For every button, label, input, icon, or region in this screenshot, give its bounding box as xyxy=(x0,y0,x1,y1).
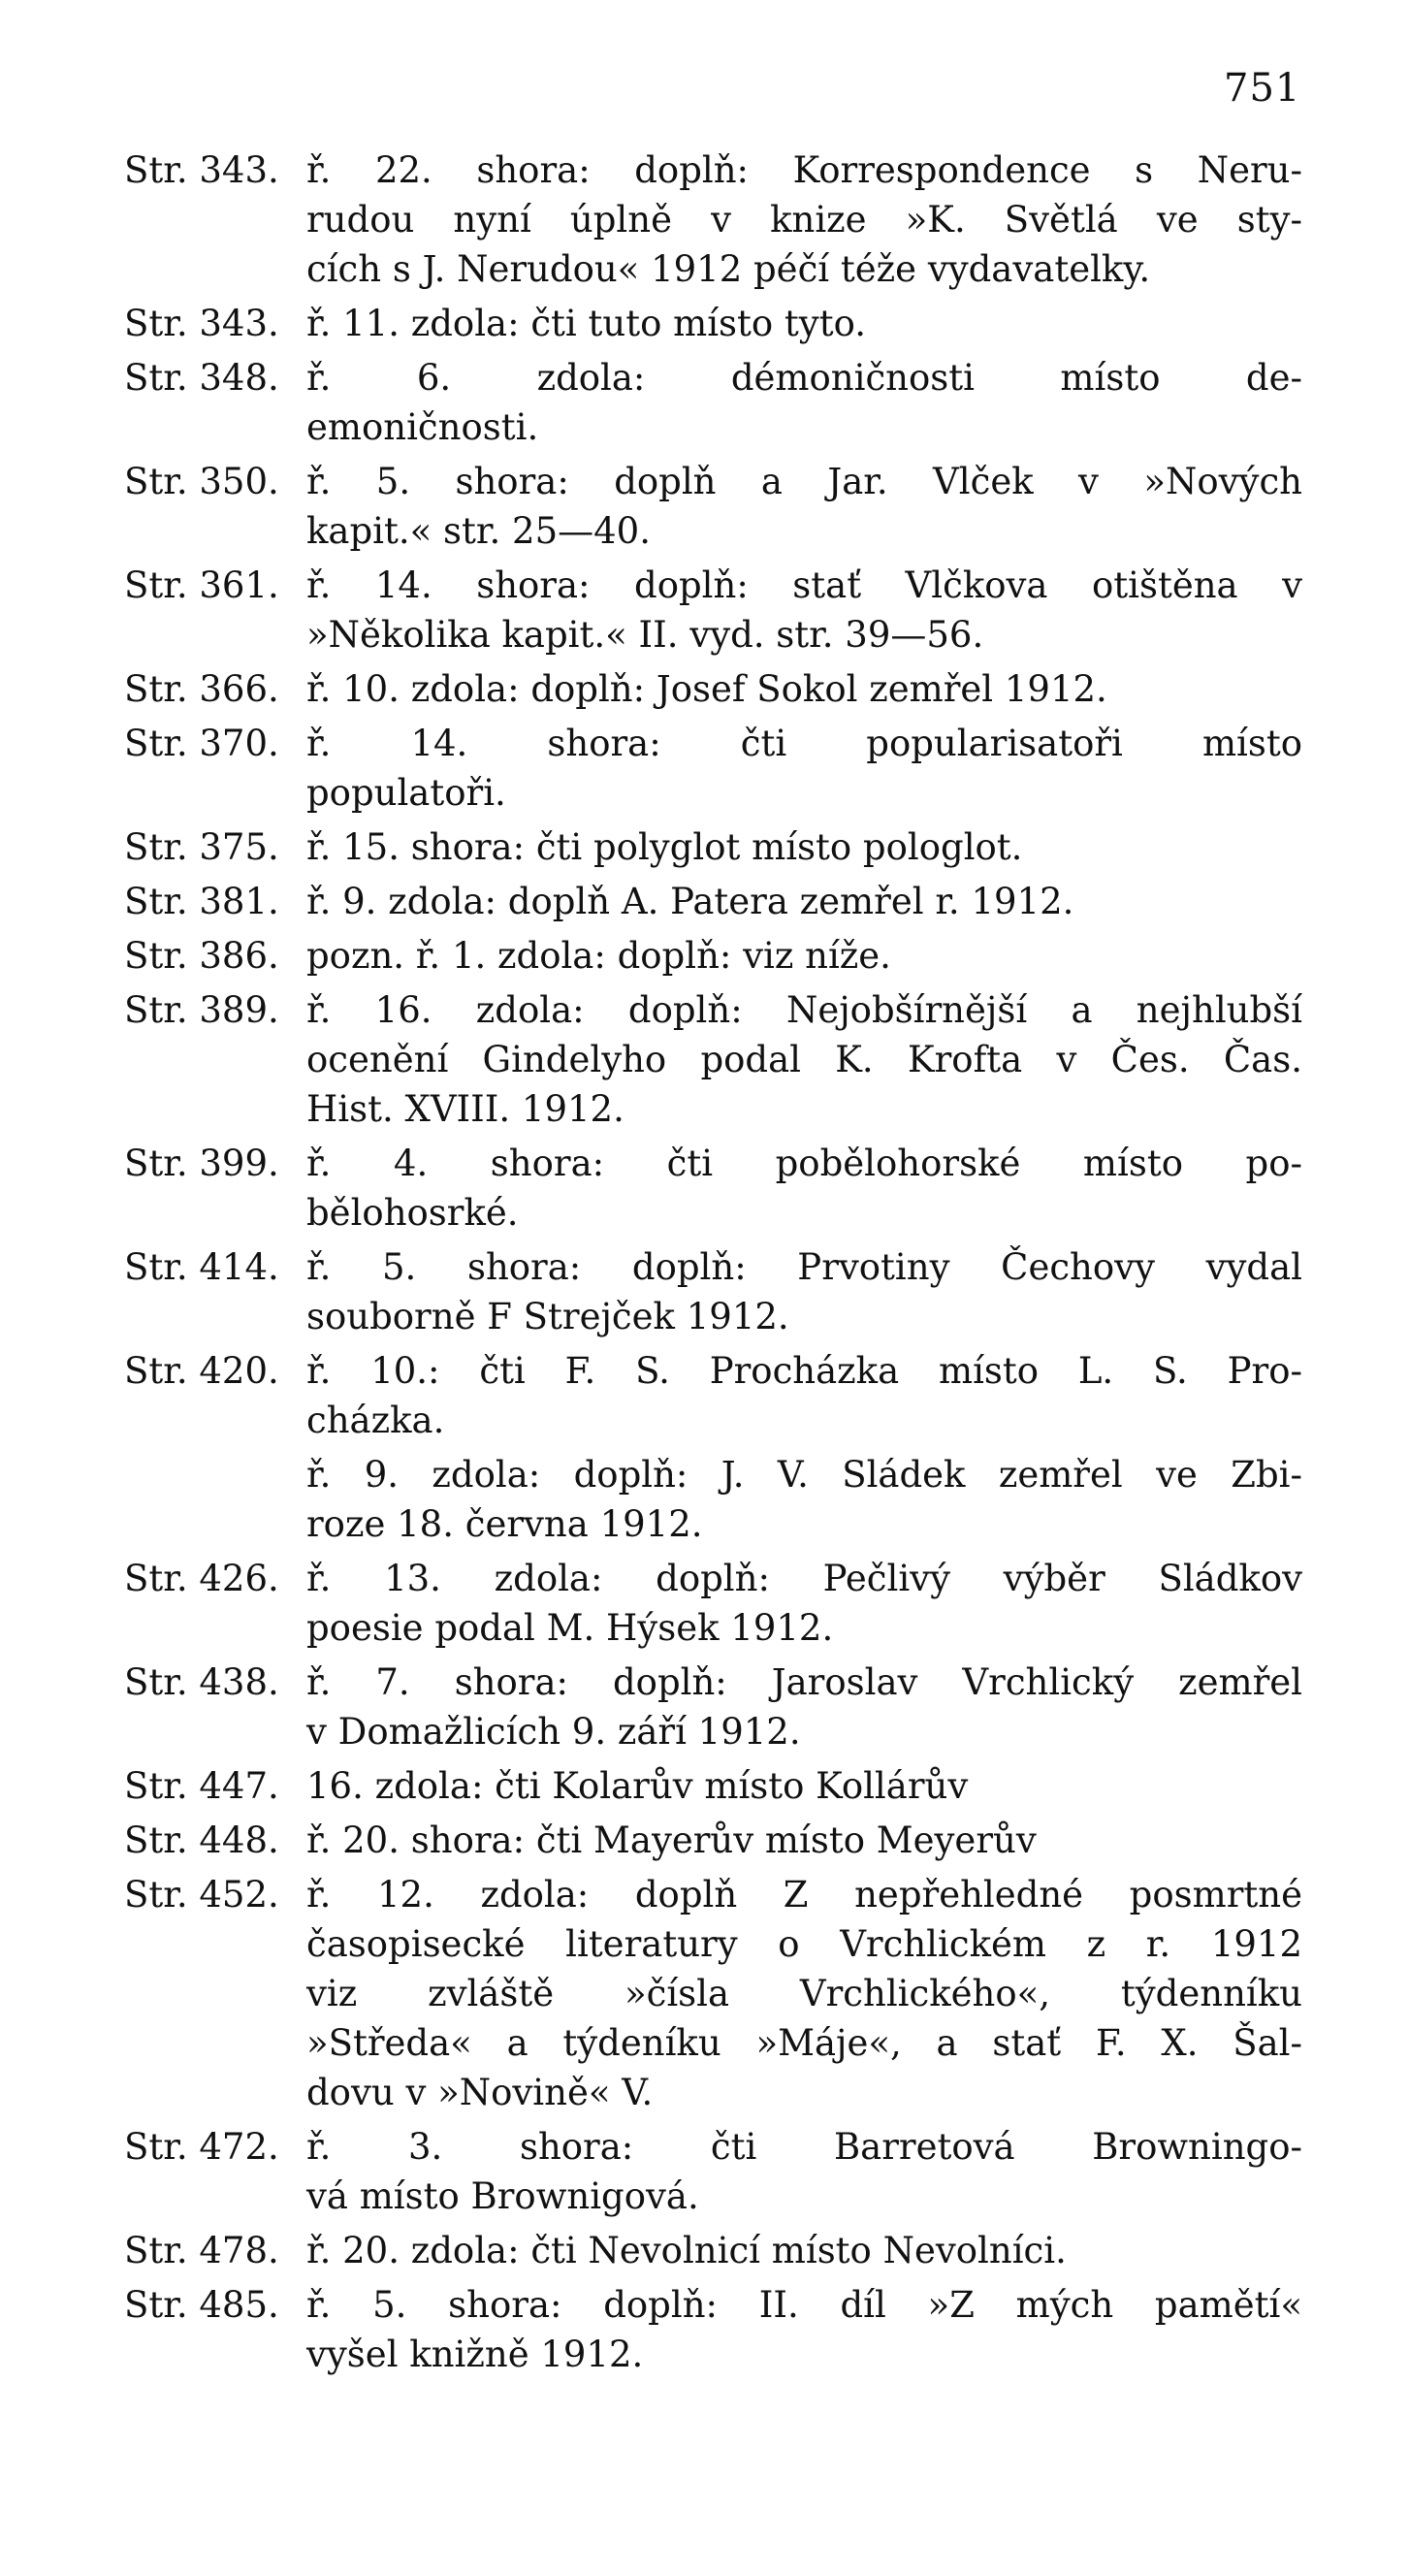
text-line: ř. 15. shora: čti polyglot místo pologlot. xyxy=(306,826,1023,868)
errata-entry xyxy=(124,1554,1302,1653)
errata-entry xyxy=(124,1816,1302,1865)
errata-entry xyxy=(124,822,1302,872)
text-line: kapit.« str. 25—40. xyxy=(306,510,651,552)
text-line: ř. 7. shora: doplň: Jaroslav Vrchlický zemřel xyxy=(306,1661,1302,1703)
errata-entry xyxy=(124,1761,1302,1811)
text-line: ř. 14. shora: čti popularisatoři místo xyxy=(306,723,1302,764)
page-reference: Str. 381. xyxy=(124,881,279,922)
page-reference: Str. 343. xyxy=(124,149,279,191)
page-reference: Str. 420. xyxy=(124,1350,279,1392)
text-line: pozn. ř. 1. zdola: doplň: viz níže. xyxy=(306,935,891,977)
text-line: 16. zdola: čti Kolarův místo Kollárův xyxy=(306,1765,969,1807)
correction-text xyxy=(306,985,1302,1134)
page-reference: Str. 399. xyxy=(124,1143,279,1184)
correction-text xyxy=(306,353,1302,452)
errata-entry xyxy=(124,985,1302,1134)
text-line: ocenění Gindelyho podal K. Krofta v Čes. Čas. xyxy=(306,1039,1302,1080)
page-reference: Str. 438. xyxy=(124,1661,279,1703)
text-line: rudou nyní úplně v knize »K. Světlá ve sty- xyxy=(306,199,1302,241)
errata-list xyxy=(124,145,1302,2384)
correction-text xyxy=(306,1658,1302,1756)
text-line: roze 18. června 1912. xyxy=(306,1503,703,1545)
errata-entry xyxy=(124,2226,1302,2275)
errata-entry xyxy=(124,1870,1302,2117)
errata-entry xyxy=(124,299,1302,348)
page-reference: Str. 343. xyxy=(124,303,279,344)
correction-text xyxy=(306,1816,1302,1865)
page-reference: Str. 375. xyxy=(124,826,279,868)
text-line: dovu v »Novině« V. xyxy=(306,2072,654,2113)
text-line: poesie podal M. Hýsek 1912. xyxy=(306,1607,834,1649)
page-reference: Str. 370. xyxy=(124,723,279,764)
correction-text xyxy=(306,2280,1302,2379)
page-reference: Str. 348. xyxy=(124,357,279,399)
errata-entry xyxy=(124,2280,1302,2379)
text-line: vá místo Brownigová. xyxy=(306,2175,699,2217)
text-line: »Několika kapit.« II. vyd. str. 39—56. xyxy=(306,614,984,656)
correction-text xyxy=(306,457,1302,556)
text-line: Hist. XVIII. 1912. xyxy=(306,1088,624,1130)
correction-text xyxy=(306,1242,1302,1341)
correction-text xyxy=(306,145,1302,294)
errata-entry xyxy=(124,931,1302,981)
page-reference: Str. 426. xyxy=(124,1558,279,1599)
correction-text xyxy=(306,1870,1302,2117)
page-reference: Str. 350. xyxy=(124,461,279,502)
text-line: cházka. xyxy=(306,1400,445,1441)
correction-text xyxy=(306,1554,1302,1653)
text-line: ř. 16. zdola: doplň: Nejobšírnější a nejhlubší xyxy=(306,989,1302,1031)
errata-entry xyxy=(124,1450,1302,1549)
text-line: bělohosrké. xyxy=(306,1192,519,1234)
errata-entry xyxy=(124,1346,1302,1445)
correction-text xyxy=(306,299,1302,348)
text-line: v Domažlicích 9. září 1912. xyxy=(306,1711,801,1753)
text-line: ř. 5. shora: doplň: Prvotiny Čechovy vydal xyxy=(306,1246,1302,1288)
text-line: ř. 9. zdola: doplň A. Patera zemřel r. 1912. xyxy=(306,881,1074,922)
errata-entry xyxy=(124,664,1302,714)
text-line: viz zvláště »čísla Vrchlického«, týdenníku xyxy=(306,1973,1302,2014)
text-line: ř. 6. zdola: démoničnosti místo de- xyxy=(306,357,1302,399)
page-reference: Str. 366. xyxy=(124,668,279,710)
page-reference: Str. 448. xyxy=(124,1819,279,1861)
text-line: ř. 13. zdola: doplň: Pečlivý výběr Sládkov xyxy=(306,1558,1302,1599)
errata-entry xyxy=(124,145,1302,294)
errata-entry xyxy=(124,561,1302,660)
text-line: ř. 20. shora: čti Mayerův místo Meyerův xyxy=(306,1819,1037,1861)
text-line: ř. 9. zdola: doplň: J. V. Sládek zemřel ve Zbi- xyxy=(306,1454,1302,1496)
page-reference: Str. 414. xyxy=(124,1246,279,1288)
text-line: ř. 12. zdola: doplň Z nepřehledné posmrtné xyxy=(306,1874,1302,1916)
correction-text xyxy=(306,561,1302,660)
page-reference: Str. 452. xyxy=(124,1874,279,1916)
page-number: 751 xyxy=(1224,66,1301,111)
errata-entry xyxy=(124,2122,1302,2221)
page-reference: Str. 361. xyxy=(124,564,279,606)
page-reference: Str. 389. xyxy=(124,989,279,1031)
text-line: ř. 10. zdola: doplň: Josef Sokol zemřel 1912. xyxy=(306,668,1107,710)
text-line: emoničnosti. xyxy=(306,406,539,448)
text-line: souborně F Strejček 1912. xyxy=(306,1296,789,1337)
correction-text xyxy=(306,1761,1302,1811)
text-line: ř. 3. shora: čti Barretová Browningo- xyxy=(306,2126,1302,2168)
errata-entry xyxy=(124,877,1302,926)
text-line: ř. 5. shora: doplň a Jar. Vlček v »Nových xyxy=(306,461,1302,502)
errata-entry xyxy=(124,457,1302,556)
text-line: ř. 10.: čti F. S. Procházka místo L. S. Pro- xyxy=(306,1350,1302,1392)
correction-text xyxy=(306,2122,1302,2221)
correction-text xyxy=(306,931,1302,981)
text-line: ř. 4. shora: čti pobělohorské místo po- xyxy=(306,1143,1302,1184)
errata-entry xyxy=(124,1658,1302,1756)
text-line: ř. 20. zdola: čti Nevolnicí místo Nevolníci. xyxy=(306,2230,1067,2271)
correction-text xyxy=(306,664,1302,714)
page-reference: Str. 478. xyxy=(124,2230,279,2271)
text-line: ř. 11. zdola: čti tuto místo tyto. xyxy=(306,303,866,344)
text-line: »Středa« a týdeníku »Máje«, a stať F. X. Šal- xyxy=(306,2022,1302,2064)
text-line: ř. 14. shora: doplň: stať Vlčkova otištěna v xyxy=(306,564,1302,606)
correction-text xyxy=(306,719,1302,818)
text-line: ř. 5. shora: doplň: II. díl »Z mých pamětí« xyxy=(306,2284,1302,2326)
correction-text xyxy=(306,1450,1302,1549)
correction-text xyxy=(306,1346,1302,1445)
page-reference: Str. 472. xyxy=(124,2126,279,2168)
correction-text xyxy=(306,1139,1302,1238)
errata-entry xyxy=(124,719,1302,818)
correction-text xyxy=(306,822,1302,872)
page-reference: Str. 386. xyxy=(124,935,279,977)
text-line: vyšel knižně 1912. xyxy=(306,2334,644,2375)
page-reference: Str. 485. xyxy=(124,2284,279,2326)
text-line: ř. 22. shora: doplň: Korrespondence s Neru- xyxy=(306,149,1302,191)
correction-text xyxy=(306,877,1302,926)
errata-entry xyxy=(124,353,1302,452)
correction-text xyxy=(306,2226,1302,2275)
errata-entry xyxy=(124,1242,1302,1341)
errata-entry xyxy=(124,1139,1302,1238)
page-reference: Str. 447. xyxy=(124,1765,279,1807)
text-line: časopisecké literatury o Vrchlickém z r. 1912 xyxy=(306,1923,1302,1965)
text-line: populatoři. xyxy=(306,772,506,814)
text-line: cích s J. Nerudou« 1912 péčí téže vydavatelky. xyxy=(306,248,1151,290)
